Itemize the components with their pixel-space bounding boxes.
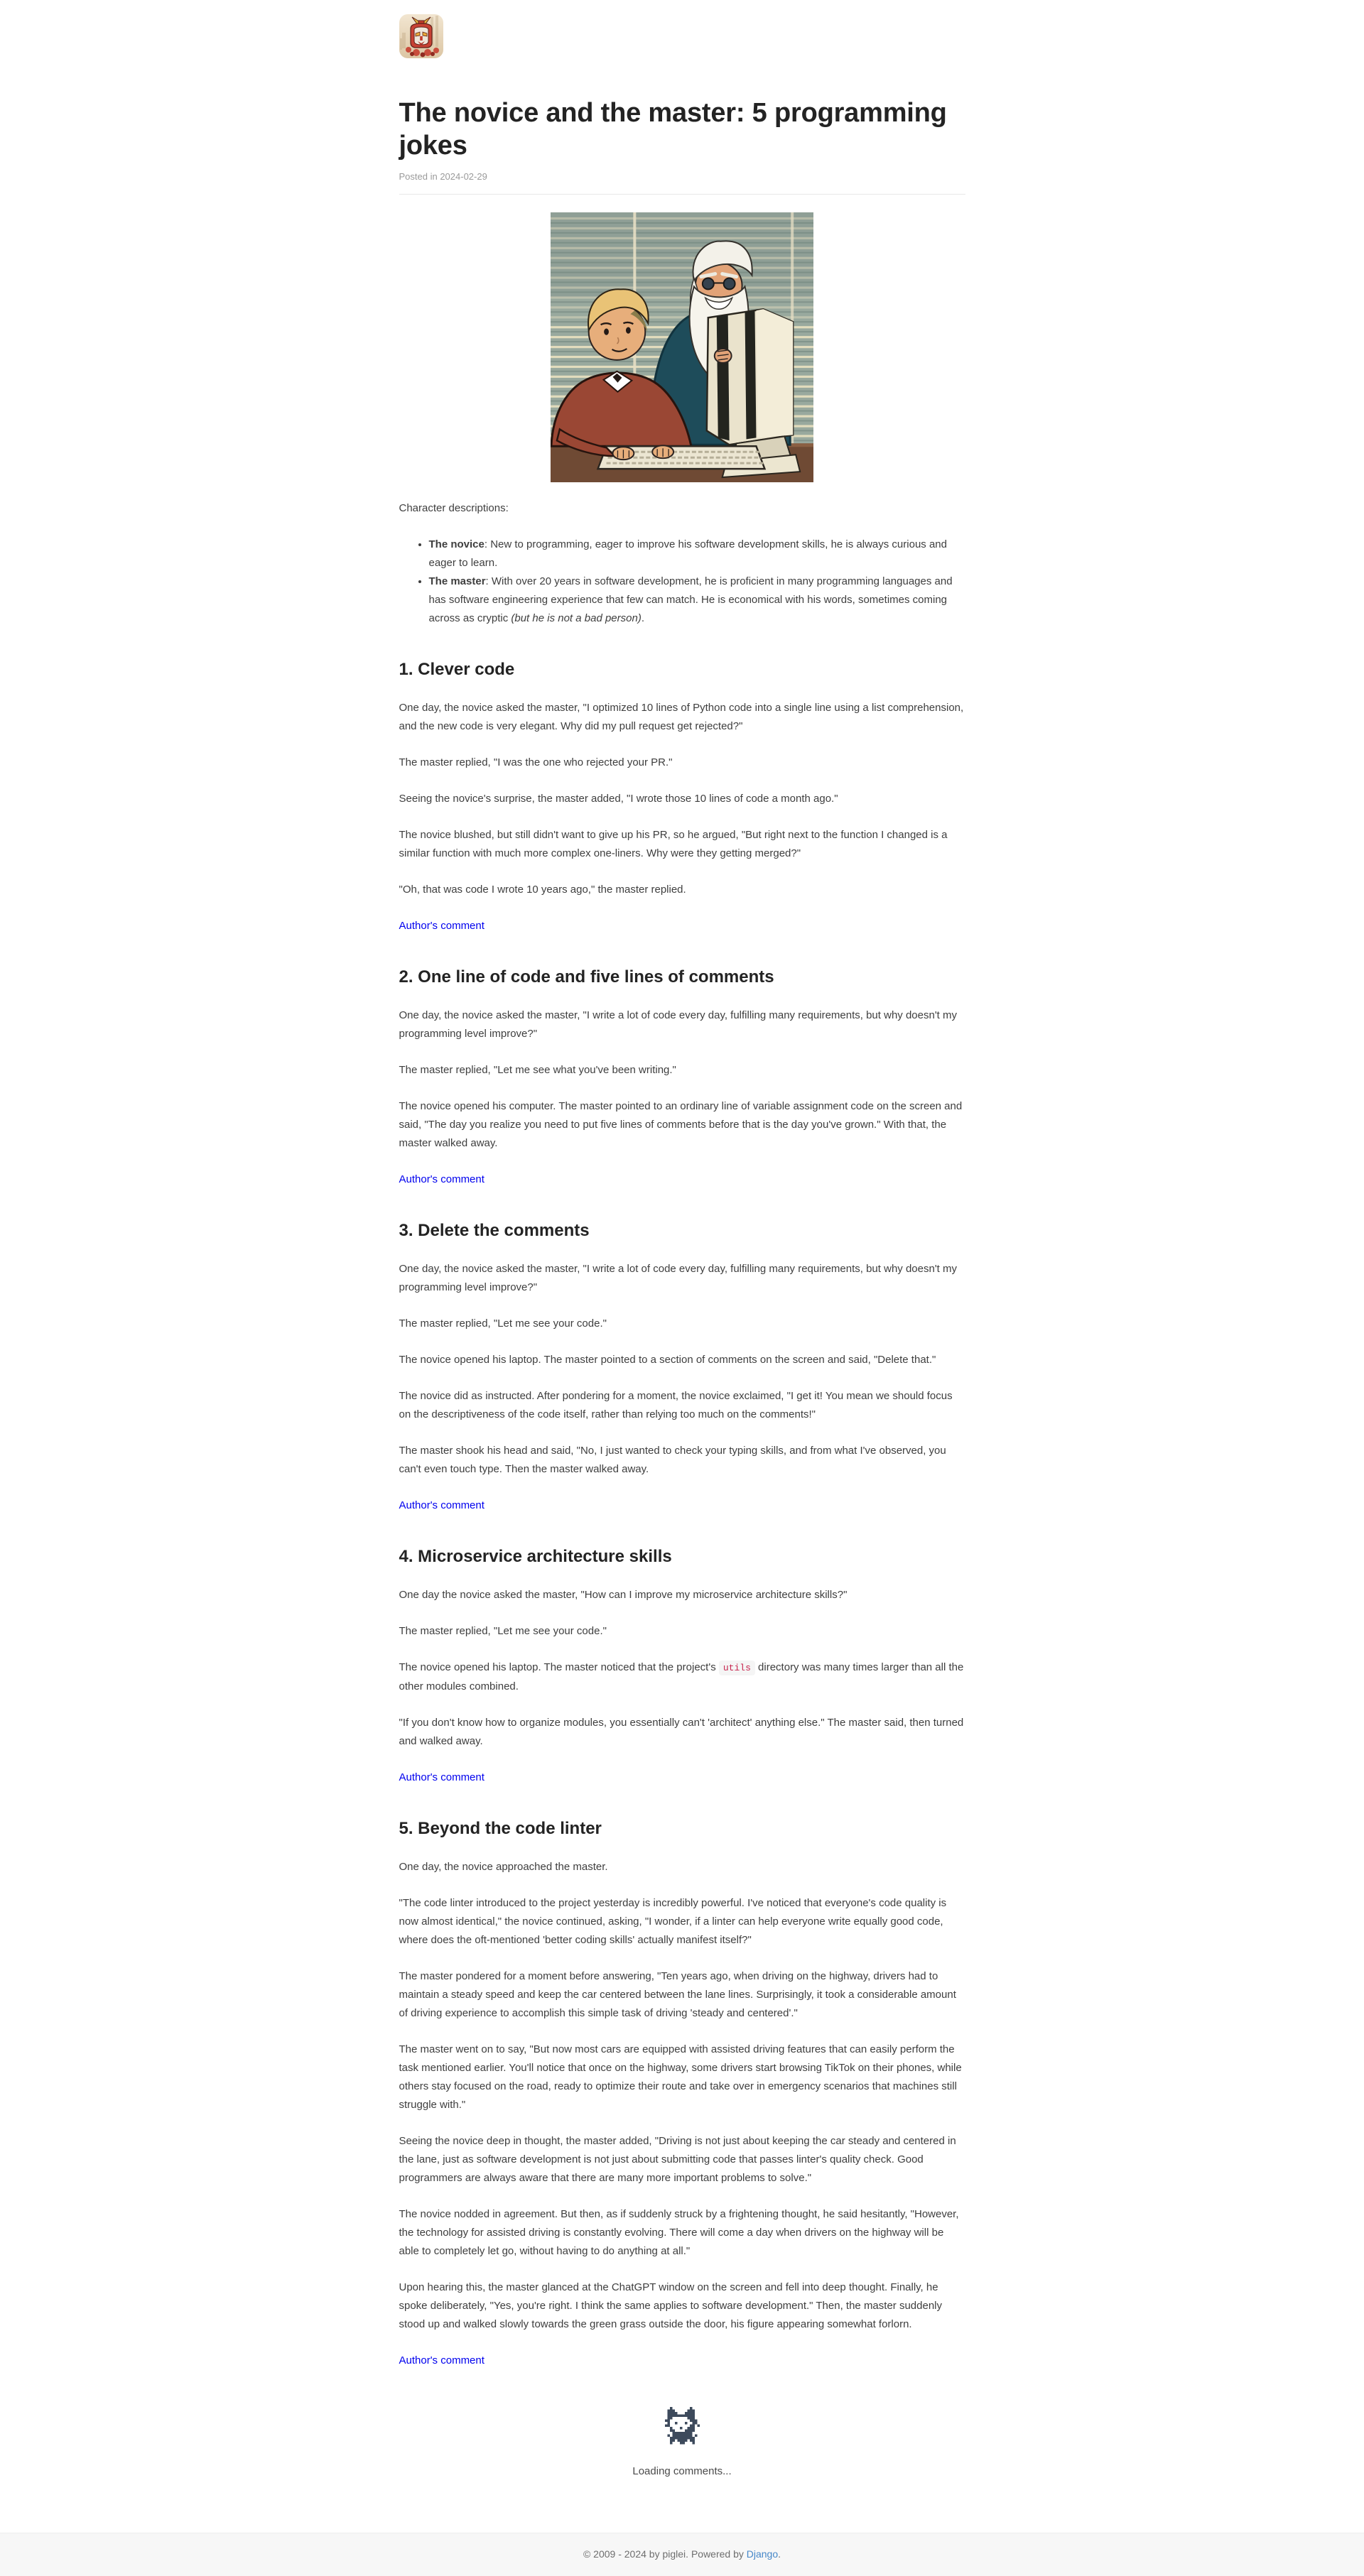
site-logo-link[interactable]	[399, 14, 443, 58]
inline-b: The master	[428, 575, 486, 588]
django-link[interactable]: Django	[746, 2548, 779, 2560]
section-paragraph: One day, the novice asked the master, "I write a lot of code every day, fulfilling many requirements, but why doesn't my programming level improve?"	[399, 1009, 958, 1040]
site-footer	[0, 2533, 1364, 2576]
inline-code: utils	[719, 1661, 755, 1675]
section-heading-1: 1. Clever code	[399, 660, 515, 680]
authors-comment-link[interactable]: Author's comment	[399, 920, 485, 933]
character-descriptions-list	[399, 536, 965, 628]
section-paragraph: "If you don't know how to organize modules, you essentially can't 'architect' anything else." The master said, then turned and walked away.	[399, 1717, 964, 1748]
section-paragraph: The novice opened his laptop. The master noticed that the project's utils directory was many times larger than all the other modules combined.	[399, 1661, 964, 1693]
section-paragraph: The master replied, "Let me see your code."	[399, 1625, 607, 1638]
section-heading-4: 4. Microservice architecture skills	[399, 1547, 672, 1567]
section-paragraph: The novice opened his laptop. The master pointed to a section of comments on the screen and said, "Delete that."	[399, 1354, 936, 1366]
post-hero-image	[399, 210, 965, 488]
authors-comment-link[interactable]: Author's comment	[399, 1173, 485, 1186]
section-heading-2: 2. One line of code and five lines of comments	[399, 967, 774, 987]
authors-comment-link[interactable]: Author's comment	[399, 1499, 485, 1512]
section-paragraph: The master replied, "Let me see your code."	[399, 1317, 607, 1330]
section-heading-5: 5. Beyond the code linter	[399, 1819, 602, 1839]
inline-i: (but he is not a bad person)	[511, 612, 642, 625]
comments-section	[399, 2407, 965, 2477]
section-paragraph: Seeing the novice deep in thought, the master added, "Driving is not just about keeping the car steady and centered in the lane, just as software development is not just about submitting code that passes linter's quality check. Good programmers are always aware that there are many more important problems to solve."	[399, 2135, 956, 2185]
blog-post	[399, 97, 965, 2370]
inline-b: The novice	[428, 538, 485, 551]
section-paragraph: "The code linter introduced to the project yesterday is incredibly powerful. I've noticed that everyone's code quality is now almost identical," the novice continued, asking, "I wonder, if a linter can help everyone write equally good code, where does the oft-mentioned 'better coding skills' actually manifest itself?"	[399, 1897, 947, 1947]
section-paragraph: One day, the novice approached the master.	[399, 1861, 608, 1874]
footer-text	[0, 2548, 1364, 2560]
post-date: Posted in 2024-02-29	[399, 171, 487, 183]
section-paragraph: The novice opened his computer. The master pointed to an ordinary line of variable assignment code on the screen and said, "The day you realize you need to put five lines of comments before that is the day you've grown." With that, the master walked away.	[399, 1100, 963, 1150]
authors-comment-link[interactable]: Author's comment	[399, 2354, 485, 2367]
section-paragraph: One day, the novice asked the master, "I write a lot of code every day, fulfilling many requirements, but why doesn't my programming level improve?"	[399, 1263, 958, 1294]
authors-comment-paragraph	[399, 917, 965, 935]
section-paragraph: Seeing the novice's surprise, the master added, "I wrote those 10 lines of code a month ago."	[399, 793, 838, 805]
character-description-item: • The master: With over 20 years in software development, he is proficient in many programming languages and has software engineering experience that few can match. He is economical with his words, sometimes coming across as cryptic (but he is not a bad person).	[429, 572, 965, 628]
novice-master-illustration-image	[544, 210, 820, 484]
cat-icon	[665, 2407, 700, 2445]
section-paragraph: The master replied, "I was the one who rejected your PR."	[399, 756, 673, 769]
section-paragraph: "Oh, that was code I wrote 10 years ago," the master replied.	[399, 884, 686, 896]
section-paragraph: The master pondered for a moment before answering, "Ten years ago, when driving on the highway, drivers had to maintain a steady speed and keep the car centered between the lane lines. Surprisingly, it took a considerable amount of driving experience to accomplish this simple task of driving 'steady and centered'."	[399, 1970, 956, 2020]
section-heading-3: 3. Delete the comments	[399, 1221, 590, 1241]
authors-comment-paragraph	[399, 1768, 965, 1787]
comments-loading-text: Loading comments...	[632, 2465, 732, 2478]
character-description-item: • The novice: New to programming, eager to improve his software development skills, he is always curious and eager to learn.	[429, 536, 965, 572]
authors-comment-paragraph	[399, 1496, 965, 1515]
authors-comment-paragraph	[399, 2352, 965, 2370]
site-header	[399, 0, 965, 62]
authors-comment-paragraph	[399, 1170, 965, 1189]
robot-logo-icon	[399, 14, 443, 58]
authors-comment-link[interactable]: Author's comment	[399, 1771, 485, 1784]
title-divider	[399, 194, 965, 195]
footer-period: .	[778, 2548, 781, 2560]
article-body	[399, 499, 965, 2370]
section-paragraph: Upon hearing this, the master glanced at the ChatGPT window on the screen and fell into deep thought. Finally, he spoke deliberately, "Yes, you're right. I think the same applies to software development." Then, the master suddenly stood up and walked slowly towards the green grass outside the door, his figure appearing somewhat forlorn.	[399, 2281, 942, 2331]
section-paragraph: The novice blushed, but still didn't want to give up his PR, so he argued, "But right next to the function I changed is a similar function with much more complex one-liners. Why were they getting merged?"	[399, 829, 948, 860]
section-paragraph: One day the novice asked the master, "How can I improve my microservice architecture skills?"	[399, 1589, 848, 1602]
post-title: The novice and the master: 5 programming jokes	[399, 98, 947, 161]
section-paragraph: The master shook his head and said, "No, I just wanted to check your typing skills, and from what I've observed, you can't even touch type. Then the master walked away.	[399, 1445, 946, 1476]
footer-copyright: © 2009 - 2024 by piglei. Powered by	[583, 2548, 747, 2560]
section-paragraph: The novice nodded in agreement. But then, as if suddenly struck by a frightening thought, he said hesitantly, "However, the technology for assisted driving is constantly evolving. There will come a day when drivers on the highway will be able to completely let go, without having to do anything at all."	[399, 2208, 959, 2258]
section-paragraph: One day, the novice asked the master, "I optimized 10 lines of Python code into a single line using a list comprehension, and the new code is very elegant. Why did my pull request get rejected?"	[399, 702, 964, 733]
section-paragraph: The novice did as instructed. After pondering for a moment, the novice exclaimed, "I get it! You mean we should focus on the descriptiveness of the code itself, rather than relying too much on the comments!"	[399, 1390, 953, 1421]
section-paragraph: The master went on to say, "But now most cars are equipped with assisted driving features that can easily perform the task mentioned earlier. You'll notice that once on the highway, some drivers start browsing TikTok on their phones, while others stay focused on the road, ready to optimize their route and take over in emergency scenarios that machines still struggle with."	[399, 2043, 962, 2112]
section-paragraph: The master replied, "Let me see what you've been writing."	[399, 1064, 676, 1077]
character-descriptions-lead: Character descriptions:	[399, 502, 509, 515]
